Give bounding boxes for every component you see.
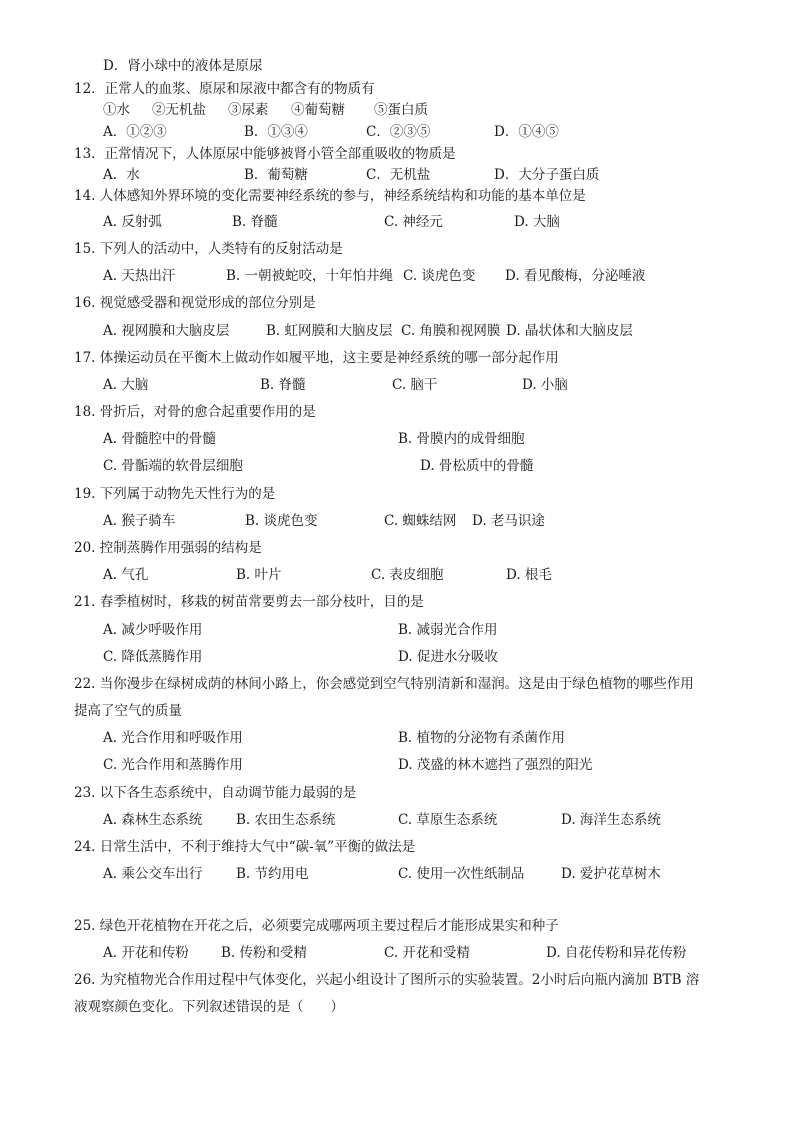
option: D. 根毛 bbox=[506, 567, 552, 583]
option: D. 骨松质中的骨髓 bbox=[420, 458, 534, 474]
option-row bbox=[0, 811, 794, 829]
option: A．①②③ bbox=[103, 124, 167, 140]
option: B．葡萄糖 bbox=[244, 167, 308, 183]
question-stem: 21. 春季植树时，移栽的树苗常要剪去一部分枝叶，目的是 bbox=[74, 594, 424, 610]
option: ④葡萄糖 bbox=[291, 102, 345, 118]
option: D. 自花传粉和异花传粉 bbox=[546, 945, 687, 961]
option-row bbox=[0, 944, 794, 962]
question-stem: 24. 日常生活中，不利于维持大气中“碳-氧”平衡的做法是 bbox=[74, 839, 416, 855]
option: D. 老马识途 bbox=[472, 513, 545, 529]
option: D．肾小球中的液体是原尿 bbox=[103, 58, 263, 74]
question-stem: 17. 体操运动员在平衡木上做动作如履平地，这主要是神经系统的哪一部分起作用 bbox=[74, 350, 559, 366]
option-row bbox=[0, 101, 794, 119]
option: C. 降低蒸腾作用 bbox=[103, 649, 203, 665]
option: A. 天热出汗 bbox=[103, 268, 176, 284]
option: ②无机盐 bbox=[152, 102, 206, 118]
option: A. 森林生态系统 bbox=[103, 812, 203, 828]
option: A. 视网膜和大脑皮层 bbox=[103, 323, 230, 339]
option: D. 爱护花草树木 bbox=[561, 866, 661, 882]
option: B. 骨膜内的成骨细胞 bbox=[398, 431, 525, 447]
option: A. 减少呼吸作用 bbox=[103, 622, 203, 638]
question-stem: 15. 下列人的活动中，人类特有的反射活动是 bbox=[74, 241, 343, 257]
option: ③尿素 bbox=[228, 102, 269, 118]
option: D. 晶状体和大脑皮层 bbox=[506, 323, 633, 339]
option: C. 表皮细胞 bbox=[371, 567, 444, 583]
option-row bbox=[0, 376, 794, 394]
option: D. 大脑 bbox=[514, 214, 560, 230]
option: C. 神经元 bbox=[384, 214, 443, 230]
question-stem: 12．正常人的血浆、原尿和尿液中都含有的物质有 bbox=[74, 81, 375, 97]
option: ①水 bbox=[103, 102, 130, 118]
question-stem: 19. 下列属于动物先天性行为的是 bbox=[74, 486, 276, 502]
option: A. 气孔 bbox=[103, 567, 149, 583]
option: B. 节约用电 bbox=[236, 866, 309, 882]
option: A. 大脑 bbox=[103, 377, 149, 393]
option: B. 一朝被蛇咬，十年怕井绳 bbox=[226, 268, 394, 284]
option: C. 草原生态系统 bbox=[398, 812, 498, 828]
question-stem: 23. 以下各生态系统中，自动调节能力最弱的是 bbox=[74, 785, 357, 801]
option: A. 光合作用和呼吸作用 bbox=[103, 730, 243, 746]
question-stem: 14. 人体感知外界环境的变化需要神经系统的参与，神经系统结构和功能的基本单位是 bbox=[74, 188, 586, 204]
option: B. 谈虎色变 bbox=[245, 513, 318, 529]
option: C. 开花和受精 bbox=[384, 945, 470, 961]
option: D．①④⑤ bbox=[494, 124, 559, 140]
option-row bbox=[0, 648, 794, 666]
option: B. 叶片 bbox=[236, 567, 282, 583]
option-row bbox=[0, 729, 794, 747]
option-row bbox=[0, 865, 794, 883]
option-row bbox=[0, 512, 794, 530]
question-stem: 16. 视觉感受器和视觉形成的部位分别是 bbox=[74, 295, 316, 311]
option-row bbox=[0, 213, 794, 231]
option: C. 谈虎色变 bbox=[403, 268, 476, 284]
option: B. 脊髓 bbox=[232, 214, 278, 230]
option: A. 骨髓腔中的骨髓 bbox=[103, 431, 216, 447]
option: C. 角膜和视网膜 bbox=[401, 323, 501, 339]
question-stem-continued: 液观察颜色变化。下列叙述错误的是（ ） bbox=[74, 999, 344, 1015]
option-row bbox=[0, 123, 794, 141]
option: C. 骨骺端的软骨层细胞 bbox=[103, 458, 243, 474]
option-row bbox=[0, 57, 794, 75]
option: C. 脑干 bbox=[392, 377, 438, 393]
question-stem: 25. 绿色开花植物在开花之后，必须要完成哪两项主要过程后才能形成果实和种子 bbox=[74, 918, 559, 934]
option: D. 小脑 bbox=[522, 377, 568, 393]
question-stem: 26. 为究植物光合作用过程中气体变化，兴起小组设计了图所示的实验装置。2小时后向瓶内滴加 BTB 溶 bbox=[74, 972, 700, 988]
option-row bbox=[0, 621, 794, 639]
option-row bbox=[0, 430, 794, 448]
option: D. 海洋生态系统 bbox=[561, 812, 661, 828]
option: B. 传粉和受精 bbox=[221, 945, 308, 961]
option-row bbox=[0, 457, 794, 475]
option: D. 促进水分吸收 bbox=[398, 649, 498, 665]
question-stem-continued: 提高了空气的质量 bbox=[74, 703, 182, 719]
option: B. 减弱光合作用 bbox=[398, 622, 498, 638]
question-stem: 20. 控制蒸腾作用强弱的结构是 bbox=[74, 540, 262, 556]
question-stem: 22. 当你漫步在绿树成荫的林间小路上，你会感觉到空气特别清新和湿润。这是由于绿色植物的哪些作用 bbox=[74, 676, 694, 692]
question-stem: 13．正常情况下，人体原尿中能够被肾小管全部重吸收的物质是 bbox=[74, 146, 456, 162]
option: C. 光合作用和蒸腾作用 bbox=[103, 757, 243, 773]
option: C．②③⑤ bbox=[366, 124, 431, 140]
option: B. 虹网膜和大脑皮层 bbox=[266, 323, 393, 339]
option: A. 反射弧 bbox=[103, 214, 162, 230]
option: C．无机盐 bbox=[366, 167, 431, 183]
option: B. 脊髓 bbox=[260, 377, 306, 393]
option-row bbox=[0, 322, 794, 340]
option-row bbox=[0, 566, 794, 584]
option: B. 植物的分泌物有杀菌作用 bbox=[398, 730, 566, 746]
option: D. 茂盛的林木遮挡了强烈的阳光 bbox=[398, 757, 593, 773]
option: A．水 bbox=[103, 167, 140, 183]
option: D. 看见酸梅，分泌唾液 bbox=[505, 268, 646, 284]
option: B．①③④ bbox=[244, 124, 308, 140]
option-row bbox=[0, 166, 794, 184]
option: B. 农田生态系统 bbox=[236, 812, 336, 828]
option: ⑤蛋白质 bbox=[374, 102, 428, 118]
option-row bbox=[0, 267, 794, 285]
option: A. 乘公交车出行 bbox=[103, 866, 203, 882]
option: C. 蜘蛛结网 bbox=[384, 513, 457, 529]
option: C. 使用一次性纸制品 bbox=[398, 866, 525, 882]
question-stem: 18. 骨折后，对骨的愈合起重要作用的是 bbox=[74, 404, 316, 420]
option: A. 开花和传粉 bbox=[103, 945, 189, 961]
option: A. 猴子骑车 bbox=[103, 513, 176, 529]
option: D．大分子蛋白质 bbox=[494, 167, 600, 183]
option-row bbox=[0, 756, 794, 774]
